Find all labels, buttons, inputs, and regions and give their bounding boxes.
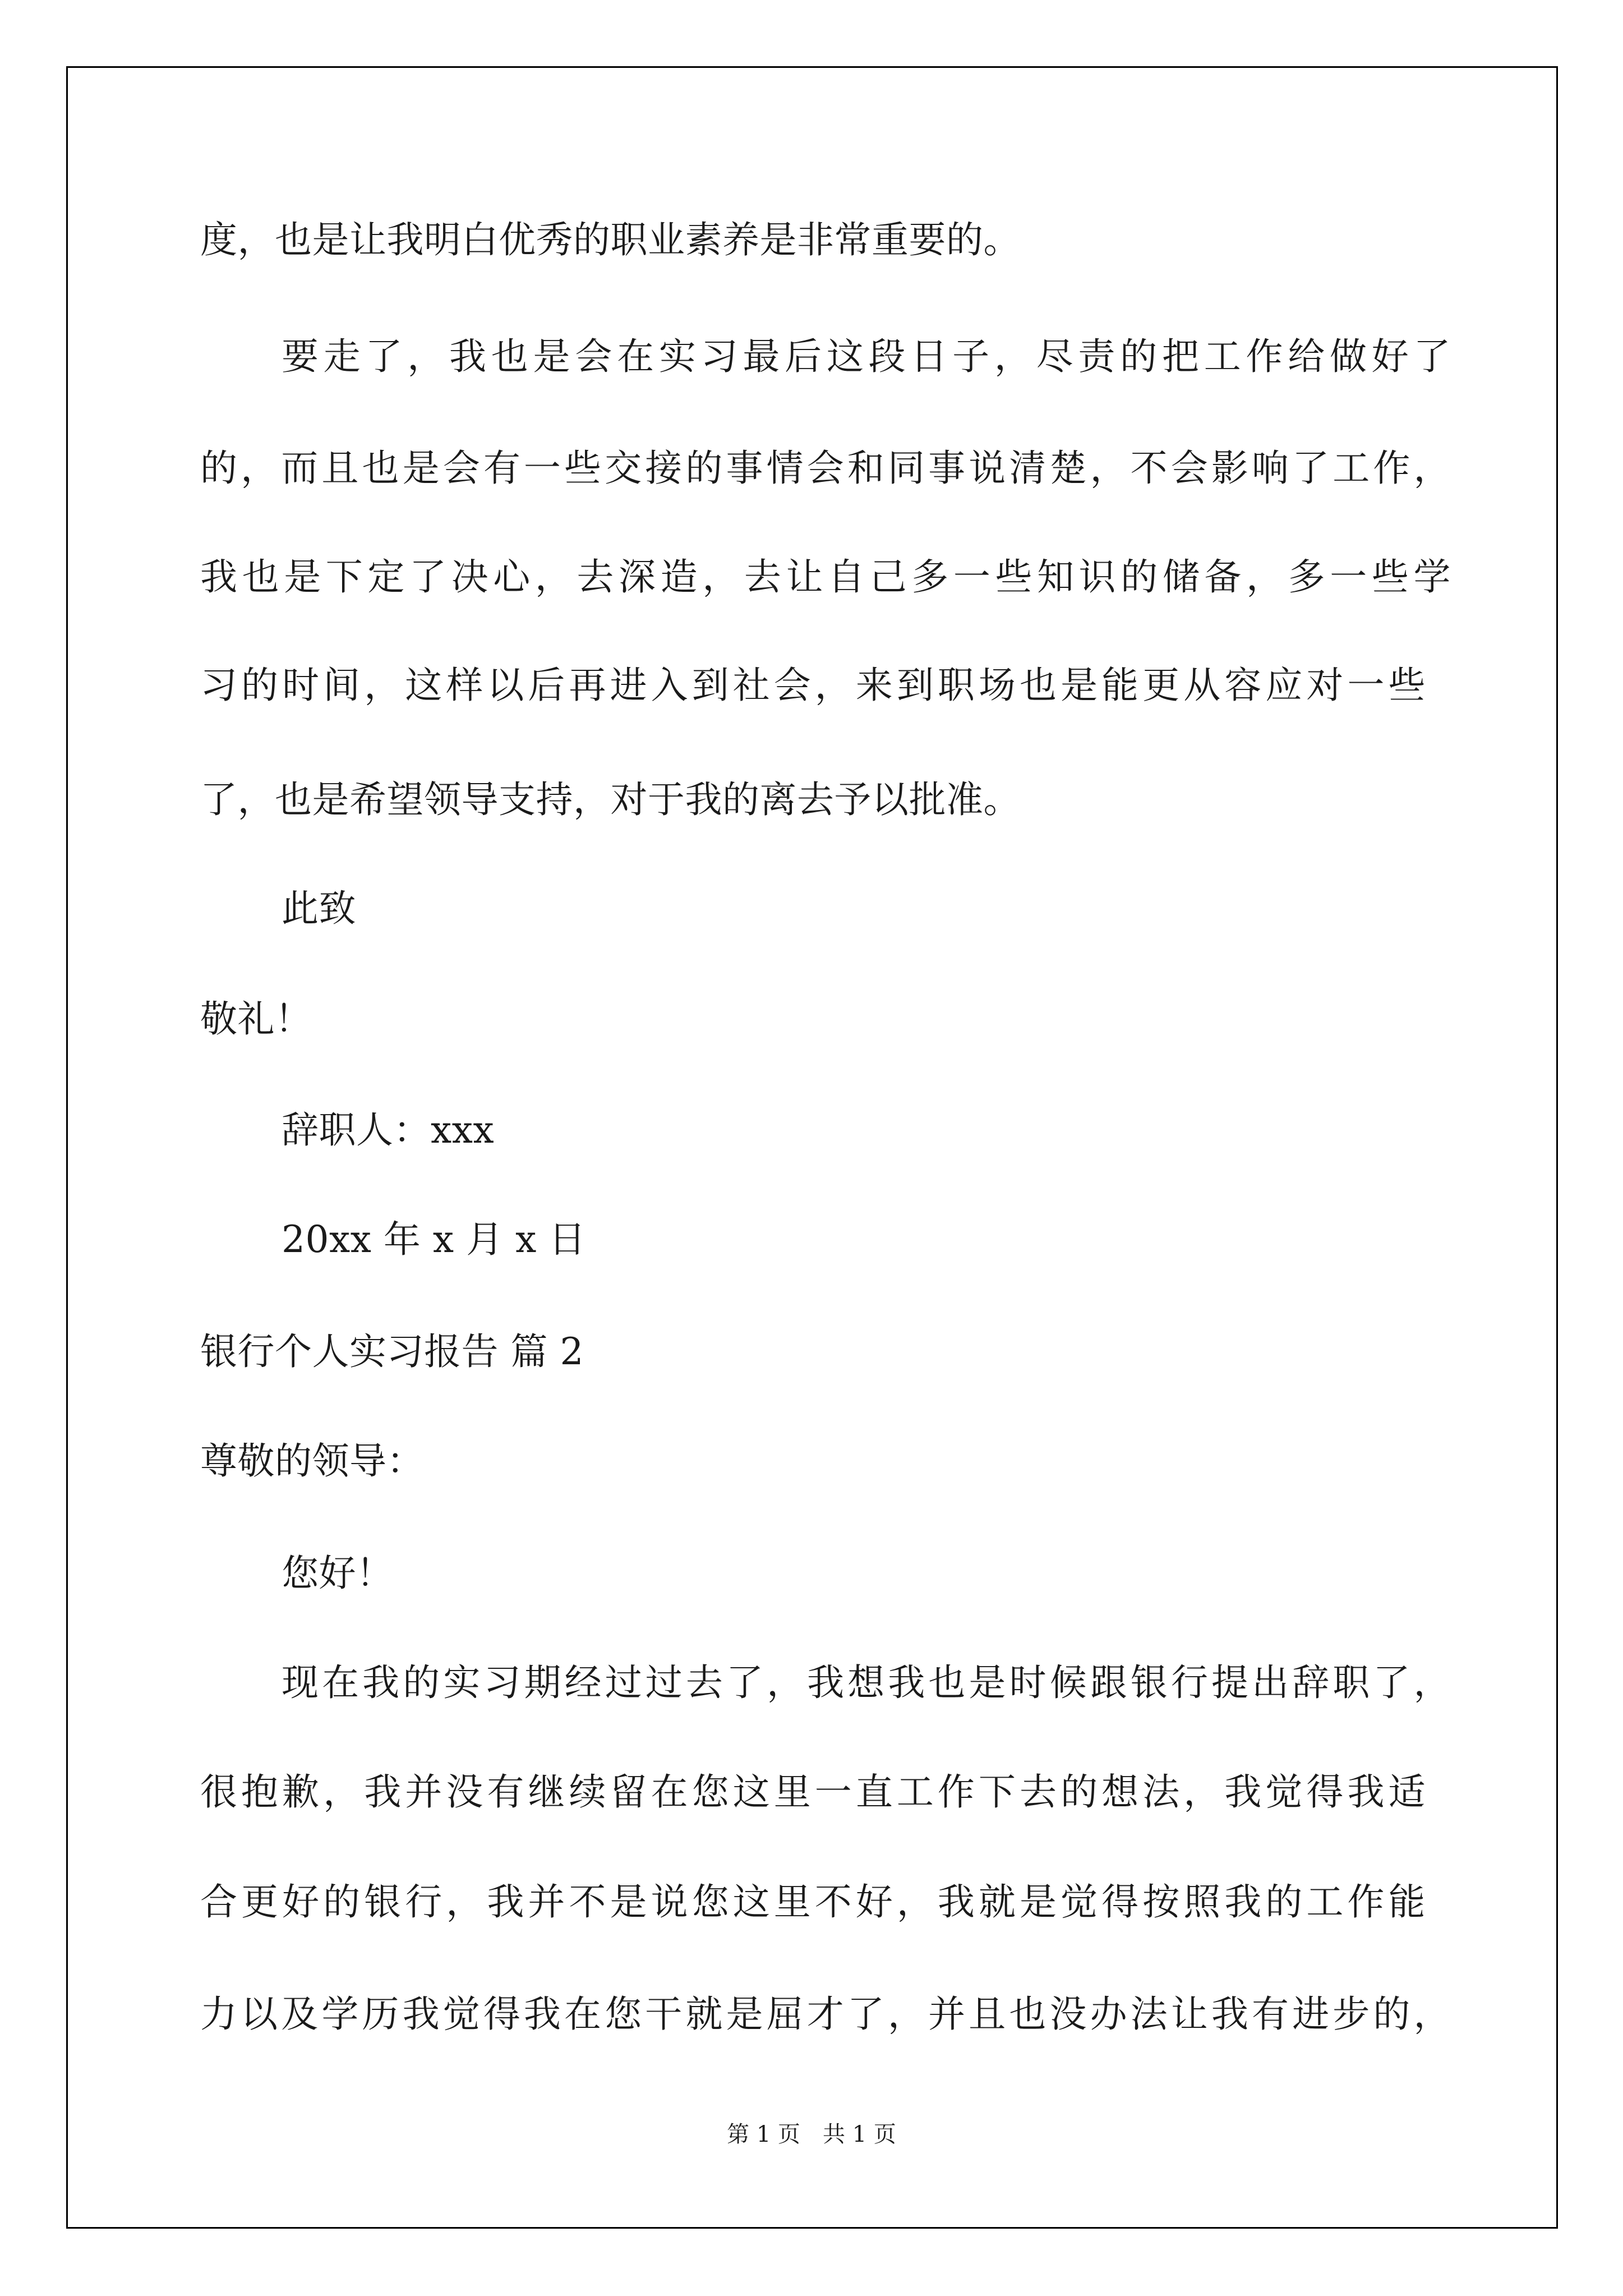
- text-line-1: 度，也是让我明白优秀的职业素养是非常重要的。: [200, 218, 1021, 261]
- text-line-16: 合更好的银行，我并不是说您这里不好，我就是觉得按照我的工作能: [200, 1880, 1426, 1924]
- text-line-14: 现在我的实习期经过过去了，我想我也是时候跟银行提出辞职了，: [282, 1661, 1451, 1704]
- greeting: 您好！: [282, 1552, 394, 1595]
- letter-salutation: 尊敬的领导：: [200, 1439, 424, 1483]
- text-line-15: 很抱歉，我并没有继续留在您这里一直工作下去的想法，我觉得我适: [200, 1770, 1426, 1814]
- text-line-4: 我也是下定了决心，去深造，去让自己多一些知识的储备，多一些学: [200, 555, 1451, 599]
- text-line-2: 要走了，我也是会在实习最后这段日子，尽责的把工作给做好了: [282, 335, 1451, 378]
- text-line-5: 习的时间，这样以后再进入到社会，来到职场也是能更从容应对一些: [200, 664, 1426, 707]
- closing-regards: 敬礼！: [200, 997, 312, 1041]
- text-line-17: 力以及学历我觉得我在您干就是屈才了，并且也没办法让我有进步的，: [200, 1993, 1451, 2036]
- text-line-6: 了，也是希望领导支持，对于我的离去予以批准。: [200, 778, 1021, 821]
- closing-salutation: 此致: [282, 887, 356, 930]
- section-heading: 银行个人实习报告 篇 2: [200, 1330, 584, 1373]
- page-footer: 第 1 页 共 1 页: [727, 2122, 896, 2147]
- resigner-name: 辞职人：xxx: [282, 1108, 495, 1152]
- signature-date: 20xx 年 x 月 x 日: [282, 1218, 586, 1261]
- text-line-3: 的，而且也是会有一些交接的事情会和同事说清楚，不会影响了工作，: [200, 447, 1451, 490]
